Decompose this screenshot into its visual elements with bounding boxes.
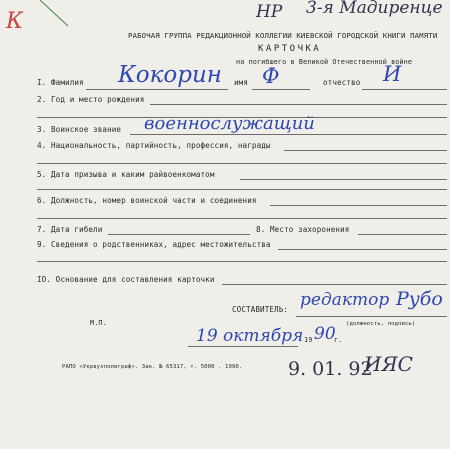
field-surname-label: I. Фамилия: [37, 78, 84, 87]
name-value: Ф: [262, 64, 280, 88]
patronymic-underline: [362, 89, 447, 90]
printer-line: РАПО «Укрвузполиграф». Зак. № 65317, т. 5000 . 1990.: [62, 364, 243, 370]
field-nationality-label: 4. Национальность, партийность, профессия, награды: [37, 141, 271, 150]
field-conscription-label: 5. Дата призыва и каким райвоенкоматом: [37, 170, 215, 179]
relatives-underline-2: [37, 261, 447, 262]
nationality-underline: [284, 150, 447, 151]
field-rank-label: 3. Воинское звание: [37, 125, 122, 134]
basis-underline: [222, 284, 447, 285]
corner-letter: К: [6, 9, 24, 34]
field-relatives-label: 9. Сведения о родственниках, адрес местожительства: [37, 240, 271, 249]
year-prefix: 19: [304, 336, 313, 344]
field-birth-label: 2. Год и место рождения: [37, 95, 145, 104]
conscription-underline: [240, 179, 447, 180]
unit-underline: [270, 205, 447, 206]
top-right-note: 3-я Мадиренце: [306, 0, 443, 18]
conscription-underline-2: [37, 189, 447, 190]
surname-value: Кокорин: [118, 62, 222, 88]
death-date-underline: [108, 234, 250, 235]
date-handwritten: 19 октября: [196, 326, 304, 346]
compiler-signature: Рубо: [396, 288, 443, 310]
compiler-label: СОСТАВИТЕЛЬ:: [232, 305, 289, 314]
burial-underline: [358, 234, 447, 235]
surname-underline: [86, 89, 228, 90]
second-date: 9. 01. 92: [288, 358, 373, 380]
unit-underline-2: [37, 218, 447, 219]
second-initials: ИЯС: [364, 352, 413, 376]
field-patronymic-label: отчество: [323, 78, 361, 87]
patronymic-value: И: [383, 62, 402, 86]
nationality-underline-2: [37, 163, 447, 164]
date-underline: [188, 346, 298, 347]
field-death-date-label: 7. Дата гибели: [37, 225, 103, 234]
name-underline: [252, 89, 310, 90]
top-initials: НР: [256, 2, 283, 22]
year-suffix: г.: [334, 336, 343, 344]
year-handwritten: 90: [314, 324, 336, 344]
card-subtitle: на погибшего в Великой Отечественной войне: [236, 58, 413, 66]
birth-underline: [150, 104, 447, 105]
field-name-label: имя: [234, 78, 249, 87]
field-burial-label: 8. Место захоронения: [256, 225, 350, 234]
field-basis-label: IO. Основание для составления карточки: [37, 275, 215, 284]
rank-value: военнослужащий: [144, 113, 315, 134]
card-title: КАРТОЧКА: [258, 44, 322, 54]
compiler-handwritten: редактор: [300, 290, 390, 310]
relatives-underline: [278, 249, 447, 250]
rank-underline: [130, 134, 447, 135]
field-unit-label: 6. Должность, номер воинской части и соединения: [37, 196, 257, 205]
compiler-underline: [296, 316, 447, 317]
position-caption: (должность, подпись): [346, 321, 416, 327]
org-line: РАБОЧАЯ ГРУППА РЕДАКЦИОННОЙ КОЛЛЕГИИ КИЕВСКОЙ ГОРОДСКОЙ КНИГИ ПАМЯТИ: [128, 31, 438, 40]
stamp-label: М.П.: [90, 319, 107, 327]
